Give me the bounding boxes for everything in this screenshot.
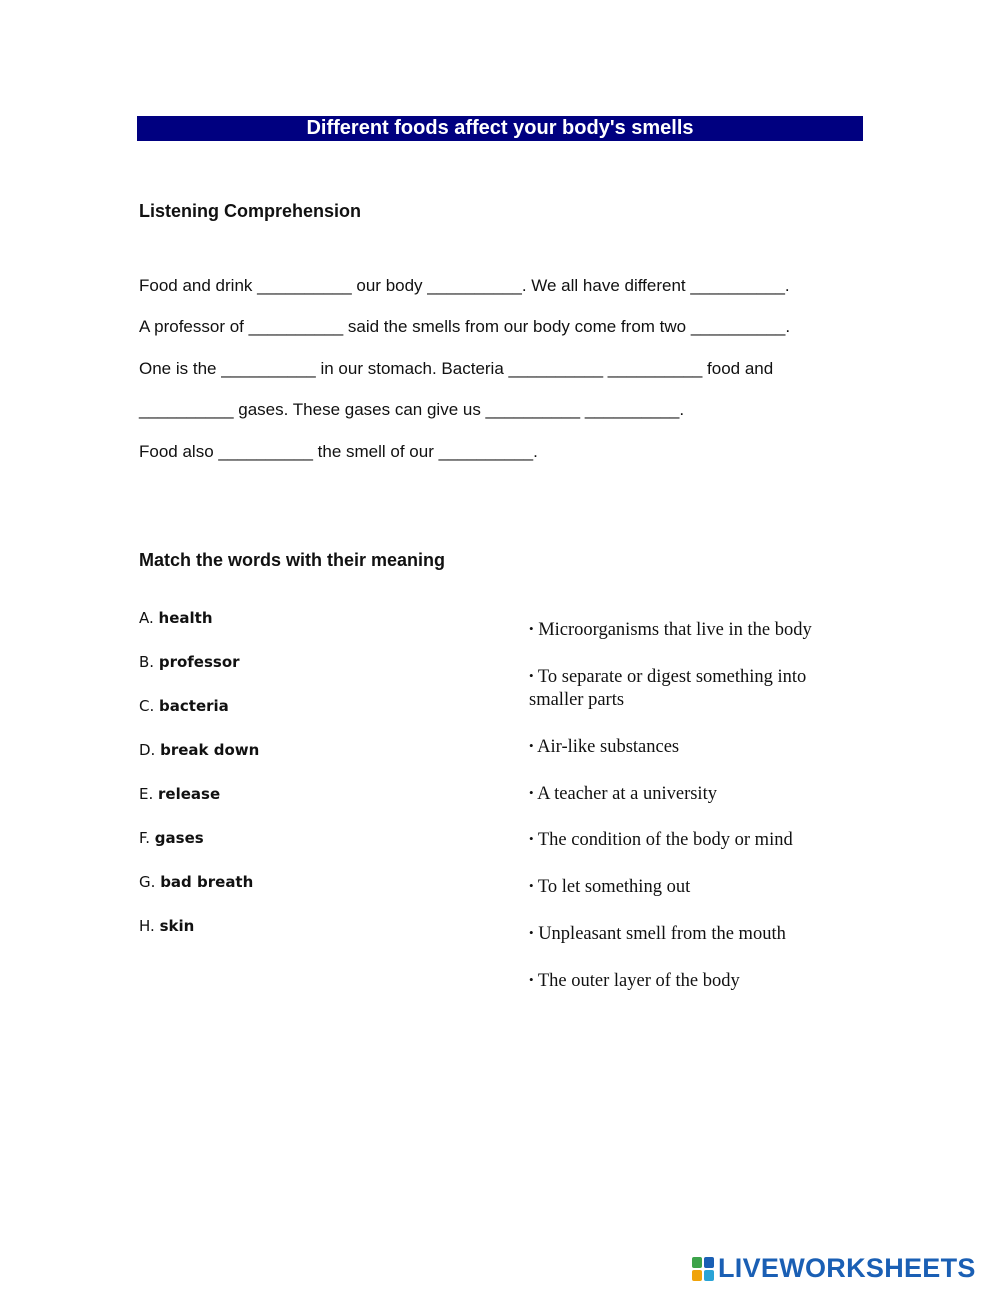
word-item-a	[139, 609, 213, 627]
definition-text: The outer layer of the body	[537, 971, 740, 991]
bullet-icon: •	[529, 831, 534, 846]
cloze-line-5: Food also __________ the smell of our __________.	[139, 442, 538, 461]
word-text: release	[158, 785, 221, 803]
definition-item-1	[529, 619, 859, 642]
word-item-d	[139, 741, 259, 759]
word-text: health	[158, 609, 213, 627]
word-letter: D.	[139, 741, 156, 759]
cloze-line-2: A professor of __________ said the smells from our body come from two __________.	[139, 317, 791, 336]
definition-text: To let something out	[537, 877, 691, 897]
bullet-icon: •	[529, 925, 534, 940]
definition-item-6	[529, 876, 859, 899]
cloze-line-3: One is the __________ in our stomach. Bacteria __________ __________ food and	[139, 359, 774, 378]
cloze-line-1: Food and drink __________ our body __________. We all have different __________.	[139, 276, 790, 295]
definition-text: A teacher at a university	[537, 784, 717, 804]
word-text: skin	[159, 917, 195, 935]
word-text: gases	[154, 829, 204, 847]
definition-text: The condition of the body or mind	[537, 830, 793, 850]
bullet-icon: •	[529, 621, 534, 636]
word-item-f	[139, 829, 204, 847]
word-item-e	[139, 785, 220, 803]
bullet-icon: •	[529, 878, 534, 893]
definition-text: Microorganisms that live in the body	[538, 620, 812, 640]
word-letter: C.	[139, 697, 155, 715]
word-item-b	[139, 653, 240, 671]
section-heading-match: Match the words with their meaning	[139, 550, 446, 570]
definition-text: Unpleasant smell from the mouth	[538, 924, 786, 944]
word-item-c	[139, 697, 229, 715]
word-text: professor	[158, 653, 240, 671]
word-letter: G.	[139, 873, 156, 891]
liveworksheets-logo-icon	[692, 1257, 714, 1281]
bullet-icon: •	[529, 668, 534, 683]
section-heading-listening: Listening Comprehension	[139, 201, 362, 221]
definition-text: Air-like substances	[537, 737, 680, 757]
bullet-icon: •	[529, 738, 534, 753]
word-letter: H.	[139, 917, 155, 935]
word-text: bacteria	[159, 697, 229, 715]
definition-item-5	[529, 829, 859, 852]
bullet-icon: •	[529, 785, 534, 800]
word-item-g	[139, 873, 253, 891]
liveworksheets-brand[interactable]	[692, 1253, 976, 1284]
word-letter: E.	[139, 785, 154, 803]
bullet-icon: •	[529, 972, 534, 987]
word-text: bad breath	[160, 873, 254, 891]
word-letter: F.	[139, 829, 150, 847]
word-letter: A.	[139, 609, 154, 627]
definition-item-3	[529, 736, 859, 759]
definition-item-7	[529, 923, 859, 946]
cloze-line-4: __________ gases. These gases can give us __________ __________.	[139, 400, 685, 419]
brand-name: LIVEWORKSHEETS	[718, 1253, 976, 1283]
word-item-h	[139, 917, 194, 935]
definition-item-8	[529, 970, 859, 993]
definition-item-2	[529, 666, 859, 712]
word-letter: B.	[139, 653, 155, 671]
word-text: break down	[160, 741, 260, 759]
page-title: Different foods affect your body's smells	[137, 116, 863, 141]
definition-text: To separate or digest something into smaller parts	[529, 667, 807, 710]
definition-item-4	[529, 783, 859, 806]
